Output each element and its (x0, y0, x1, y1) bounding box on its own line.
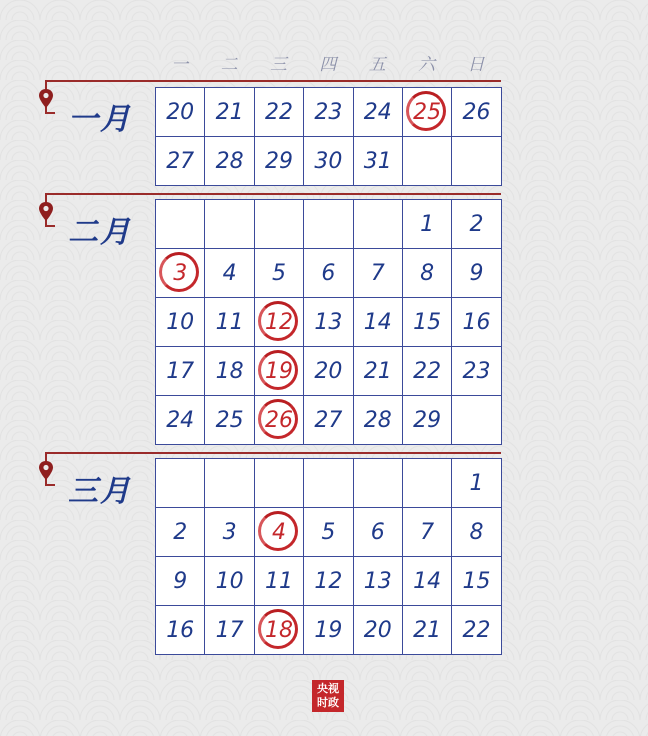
day-number: 27 (166, 148, 195, 174)
day-number: 29 (413, 407, 442, 433)
logo-line-2: 时政 (317, 696, 339, 709)
day-cell[interactable] (452, 347, 501, 396)
day-number: 25 (215, 407, 244, 433)
weekday-thu: 四 (319, 55, 337, 75)
month-divider-line (45, 80, 501, 82)
day-cell[interactable] (304, 249, 353, 298)
month-label: 二月 (68, 215, 132, 250)
empty-cell (304, 200, 353, 249)
day-cell[interactable] (353, 557, 402, 606)
day-cell[interactable] (402, 249, 451, 298)
day-cell[interactable] (205, 557, 254, 606)
month-divider-tail (45, 225, 55, 227)
day-cell[interactable] (304, 347, 353, 396)
day-number: 9 (469, 260, 484, 286)
weekday-sun: 日 (467, 55, 485, 75)
day-number: 24 (166, 407, 195, 433)
day-cell[interactable] (402, 396, 451, 445)
day-cell[interactable] (452, 88, 501, 137)
day-cell[interactable] (304, 508, 353, 557)
day-number: 25 (413, 99, 442, 125)
day-cell[interactable] (452, 200, 501, 249)
weekday-tue: 二 (220, 55, 238, 75)
week-row (156, 606, 502, 655)
day-number: 15 (413, 309, 442, 335)
day-number: 9 (173, 568, 188, 594)
month-label: 一月 (68, 102, 132, 137)
day-number: 8 (420, 260, 435, 286)
day-number: 22 (264, 99, 293, 125)
week-row (156, 459, 502, 508)
day-number: 12 (314, 568, 343, 594)
day-cell[interactable] (304, 606, 353, 655)
week-row (156, 249, 502, 298)
day-cell[interactable] (156, 557, 205, 606)
week-row (156, 396, 502, 445)
day-number: 28 (363, 407, 392, 433)
day-number: 7 (370, 260, 385, 286)
month-divider-tail (45, 484, 55, 486)
week-row (156, 88, 502, 137)
day-cell[interactable] (353, 249, 402, 298)
day-cell[interactable] (402, 298, 451, 347)
day-number: 26 (462, 99, 491, 125)
day-cell[interactable] (205, 298, 254, 347)
day-number: 21 (413, 617, 442, 643)
empty-cell (156, 200, 205, 249)
day-number: 17 (166, 358, 195, 384)
day-number: 3 (222, 519, 237, 545)
day-cell[interactable] (452, 508, 501, 557)
month-divider-tail (45, 112, 55, 114)
day-cell[interactable] (304, 298, 353, 347)
month-grid (155, 87, 502, 186)
highlighted-day-cell[interactable] (254, 298, 303, 347)
day-number: 22 (462, 617, 491, 643)
day-number: 19 (314, 617, 343, 643)
day-cell[interactable] (304, 88, 353, 137)
day-number: 3 (173, 260, 188, 286)
day-cell[interactable] (402, 347, 451, 396)
day-cell[interactable] (156, 298, 205, 347)
empty-cell (304, 459, 353, 508)
day-number: 18 (264, 617, 293, 643)
day-number: 10 (166, 309, 195, 335)
logo-line-1: 央视 (317, 682, 339, 695)
empty-cell (353, 459, 402, 508)
day-cell[interactable] (156, 508, 205, 557)
day-number: 21 (363, 358, 392, 384)
day-cell[interactable] (452, 459, 501, 508)
day-number: 6 (321, 260, 336, 286)
week-row (156, 557, 502, 606)
month-grid (155, 458, 502, 655)
day-cell[interactable] (353, 396, 402, 445)
empty-cell (402, 459, 451, 508)
day-number: 26 (264, 407, 293, 433)
day-number: 5 (271, 260, 286, 286)
empty-cell (205, 459, 254, 508)
map-pin-icon (38, 88, 54, 110)
day-number: 19 (264, 358, 293, 384)
day-number: 11 (215, 309, 244, 335)
day-cell[interactable] (205, 249, 254, 298)
day-number: 20 (363, 617, 392, 643)
month-divider-line (45, 193, 501, 195)
empty-cell (205, 200, 254, 249)
day-cell[interactable] (156, 606, 205, 655)
day-cell[interactable] (402, 557, 451, 606)
day-number: 5 (321, 519, 336, 545)
week-row (156, 200, 502, 249)
cctv-news-logo (312, 680, 344, 712)
day-cell[interactable] (205, 137, 254, 186)
week-row (156, 298, 502, 347)
highlighted-day-cell[interactable] (402, 88, 451, 137)
day-cell[interactable] (452, 298, 501, 347)
day-number: 1 (420, 211, 435, 237)
weekday-mon: 一 (171, 55, 189, 75)
month-grid (155, 199, 502, 445)
day-cell[interactable] (304, 137, 353, 186)
week-row (156, 347, 502, 396)
day-number: 29 (264, 148, 293, 174)
day-number: 14 (363, 309, 392, 335)
day-cell[interactable] (353, 88, 402, 137)
day-number: 27 (314, 407, 343, 433)
day-cell[interactable] (304, 557, 353, 606)
highlighted-day-cell[interactable] (254, 347, 303, 396)
day-number: 4 (222, 260, 237, 286)
day-number: 14 (413, 568, 442, 594)
day-cell[interactable] (254, 137, 303, 186)
day-cell[interactable] (452, 606, 501, 655)
map-pin-icon (38, 201, 54, 223)
day-number: 7 (420, 519, 435, 545)
week-row (156, 508, 502, 557)
empty-cell (254, 459, 303, 508)
day-cell[interactable] (254, 557, 303, 606)
day-number: 18 (215, 358, 244, 384)
empty-cell (254, 200, 303, 249)
day-cell[interactable] (156, 137, 205, 186)
day-number: 23 (314, 99, 343, 125)
day-cell[interactable] (353, 298, 402, 347)
day-number: 13 (363, 568, 392, 594)
day-number: 31 (363, 148, 392, 174)
day-cell[interactable] (205, 508, 254, 557)
empty-cell (452, 396, 501, 445)
weekday-header (155, 50, 501, 74)
empty-cell (156, 459, 205, 508)
day-number: 1 (469, 470, 484, 496)
day-cell[interactable] (304, 396, 353, 445)
day-cell[interactable] (205, 347, 254, 396)
day-number: 17 (215, 617, 244, 643)
day-number: 2 (173, 519, 188, 545)
month-divider-line (45, 452, 501, 454)
day-number: 10 (215, 568, 244, 594)
day-number: 4 (271, 519, 286, 545)
weekday-fri: 五 (368, 55, 386, 75)
day-cell[interactable] (156, 396, 205, 445)
day-number: 30 (314, 148, 343, 174)
day-cell[interactable] (156, 88, 205, 137)
highlighted-day-cell[interactable] (254, 606, 303, 655)
empty-cell (402, 137, 451, 186)
day-number: 15 (462, 568, 491, 594)
day-cell[interactable] (353, 508, 402, 557)
highlighted-day-cell[interactable] (156, 249, 205, 298)
highlighted-day-cell[interactable] (254, 508, 303, 557)
empty-cell (452, 137, 501, 186)
week-row (156, 137, 502, 186)
day-number: 20 (166, 99, 195, 125)
day-cell[interactable] (205, 88, 254, 137)
day-number: 16 (462, 309, 491, 335)
day-cell[interactable] (452, 557, 501, 606)
day-cell[interactable] (353, 606, 402, 655)
highlighted-day-cell[interactable] (254, 396, 303, 445)
day-number: 16 (166, 617, 195, 643)
weekday-sat: 六 (418, 55, 436, 75)
day-cell[interactable] (156, 347, 205, 396)
day-cell[interactable] (353, 347, 402, 396)
day-number: 12 (264, 309, 293, 335)
day-cell[interactable] (254, 249, 303, 298)
day-number: 6 (370, 519, 385, 545)
day-number: 24 (363, 99, 392, 125)
day-number: 2 (469, 211, 484, 237)
day-cell[interactable] (353, 137, 402, 186)
empty-cell (353, 200, 402, 249)
day-number: 11 (264, 568, 293, 594)
day-cell[interactable] (402, 200, 451, 249)
day-cell[interactable] (205, 606, 254, 655)
day-number: 20 (314, 358, 343, 384)
day-cell[interactable] (254, 88, 303, 137)
day-number: 8 (469, 519, 484, 545)
day-number: 13 (314, 309, 343, 335)
day-cell[interactable] (205, 396, 254, 445)
day-cell[interactable] (402, 606, 451, 655)
day-cell[interactable] (402, 508, 451, 557)
day-cell[interactable] (452, 249, 501, 298)
day-number: 22 (413, 358, 442, 384)
day-number: 28 (215, 148, 244, 174)
day-number: 21 (215, 99, 244, 125)
map-pin-icon (38, 460, 54, 482)
weekday-wed: 三 (269, 55, 287, 75)
day-number: 23 (462, 358, 491, 384)
month-label: 三月 (68, 474, 132, 509)
